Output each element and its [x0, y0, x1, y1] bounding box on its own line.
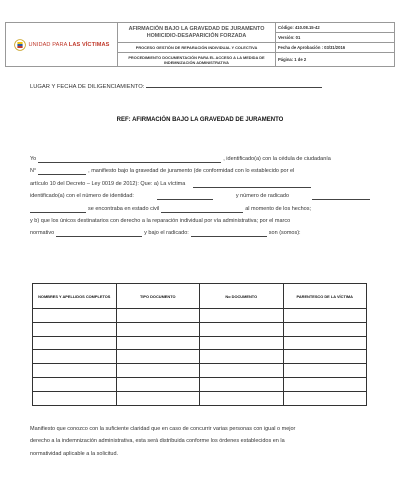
col-header-doc-number: No DOCUMENTO — [200, 284, 284, 309]
cell-kinship[interactable] — [283, 364, 367, 378]
procedure-line2: INDEMNIZACIÓN ADMINISTRATIVA — [164, 59, 229, 65]
logo-text-brand: LAS VÍCTIMAS — [68, 41, 110, 48]
document-header — [5, 22, 395, 67]
approval-date: Fecha de Aprobación : 03/31/2016 — [278, 45, 346, 50]
cell-doc-type[interactable] — [116, 391, 200, 405]
cell-doc-number[interactable] — [200, 391, 284, 405]
cell-doc-type[interactable] — [116, 309, 200, 323]
civil-status-blank[interactable] — [161, 211, 243, 213]
col-header-doc-type: TIPO DOCUMENTO — [116, 284, 200, 309]
document-title-cell — [118, 23, 276, 43]
table-row — [33, 364, 367, 378]
document-title-line1: AFIRMACIÓN BAJO LA GRAVEDAD DE JURAMENTO — [128, 25, 265, 32]
declarant-name-blank[interactable] — [38, 161, 221, 163]
colombia-seal-icon — [14, 39, 26, 51]
table-header-row — [33, 284, 367, 309]
cell-name[interactable] — [33, 309, 117, 323]
legal-framework-blank[interactable] — [56, 235, 142, 237]
cell-kinship[interactable] — [283, 336, 367, 350]
declaration-paragraph: Yo , identificado(a) con la cédula de ciudadanía N° , manifiesto bajo la gravedad de juramento (de conformidad con lo establecido por el artículo 10 del Decreto – Ley 0019 de 2012): Que: a) La víctima identificado(a) con el número de identidad: y número de radicado se encontraba en estado civil al momento de los hechos; y b) que los únicos destinatarios con derecho a la reparación individual por vía administrativa; por el marco normativo y bajo el radicado: son (somos): — [30, 153, 370, 240]
cell-doc-number[interactable] — [200, 350, 284, 364]
yo-label: Yo — [30, 156, 37, 162]
cell-name[interactable] — [33, 391, 117, 405]
process-cell — [118, 43, 276, 53]
cell-kinship[interactable] — [283, 391, 367, 405]
cell-doc-type[interactable] — [116, 364, 200, 378]
cell-doc-number[interactable] — [200, 322, 284, 336]
logo-cell — [6, 23, 118, 66]
cell-kinship[interactable] — [283, 322, 367, 336]
beneficiaries-table — [32, 283, 367, 406]
cell-doc-number[interactable] — [200, 336, 284, 350]
victim-id-blank[interactable] — [157, 198, 213, 200]
document-code: Código: 410.08.15-42 — [278, 25, 320, 30]
cell-doc-number[interactable] — [200, 377, 284, 391]
page-number: Página: 1 de 2 — [278, 57, 307, 62]
document-version: Versión: 01 — [278, 35, 301, 40]
logo-text-prefix: UNIDAD PARA — [28, 41, 69, 48]
col-header-names: NOMBRES Y APELLIDOS COMPLETOS — [33, 284, 117, 309]
process-name: PROCESO GESTIÓN DE REPARACIÓN INDIVIDUAL Y COLECTIVA — [135, 45, 258, 50]
approval-date-cell — [276, 43, 394, 53]
cell-name[interactable] — [33, 364, 117, 378]
procedure-line1: PROCEDIMIENTO DOCUMENTACIÓN PARA EL ACCESO A LA MEDIDA DE — [128, 54, 265, 60]
cell-name[interactable] — [33, 336, 117, 350]
document-title-line2: HOMICIDIO-DESAPARICIÓN FORZADA — [146, 32, 247, 39]
table-body — [33, 309, 367, 406]
cell-kinship[interactable] — [283, 309, 367, 323]
radicado-blank-2[interactable] — [30, 211, 86, 213]
col-header-kinship: PARENTESCO DE LA VÍCTIMA — [283, 284, 367, 309]
version-cell — [276, 33, 394, 43]
id-number-blank[interactable] — [38, 173, 86, 175]
table-row — [33, 377, 367, 391]
cell-name[interactable] — [33, 350, 117, 364]
cell-doc-type[interactable] — [116, 350, 200, 364]
cell-name[interactable] — [33, 377, 117, 391]
place-date-blank[interactable] — [146, 86, 322, 88]
unidad-victimas-logo — [14, 39, 110, 51]
table-row — [33, 309, 367, 323]
cell-doc-type[interactable] — [116, 336, 200, 350]
cell-doc-number[interactable] — [200, 364, 284, 378]
table-row — [33, 322, 367, 336]
ref-title: REF: AFIRMACIÓN BAJO LA GRAVEDAD DE JURAMENTO — [116, 117, 284, 123]
table-row — [33, 391, 367, 405]
victim-name-blank[interactable] — [193, 186, 311, 188]
code-cell — [276, 23, 394, 33]
cell-doc-number[interactable] — [200, 309, 284, 323]
place-date-field — [30, 84, 322, 90]
cell-kinship[interactable] — [283, 377, 367, 391]
procedure-cell — [118, 53, 276, 66]
cell-kinship[interactable] — [283, 350, 367, 364]
cell-name[interactable] — [33, 322, 117, 336]
table-row — [33, 350, 367, 364]
cell-doc-type[interactable] — [116, 322, 200, 336]
radicado-number-blank[interactable] — [312, 198, 370, 200]
page-number-cell — [276, 53, 394, 66]
table-row — [33, 336, 367, 350]
place-date-label: LUGAR Y FECHA DE DILIGENCIAMIENTO: — [30, 84, 145, 90]
radicado-blank-3[interactable] — [191, 235, 267, 237]
cell-doc-type[interactable] — [116, 377, 200, 391]
closing-paragraph: Manifiesto que conozco con la suficiente claridad que en caso de concurrir varias personas con igual o mejor derecho a la indemnización administrativa, esta será distribuida conforme los órdenes establecidos en la normatividad aplicable a la solicitud. — [30, 426, 296, 457]
